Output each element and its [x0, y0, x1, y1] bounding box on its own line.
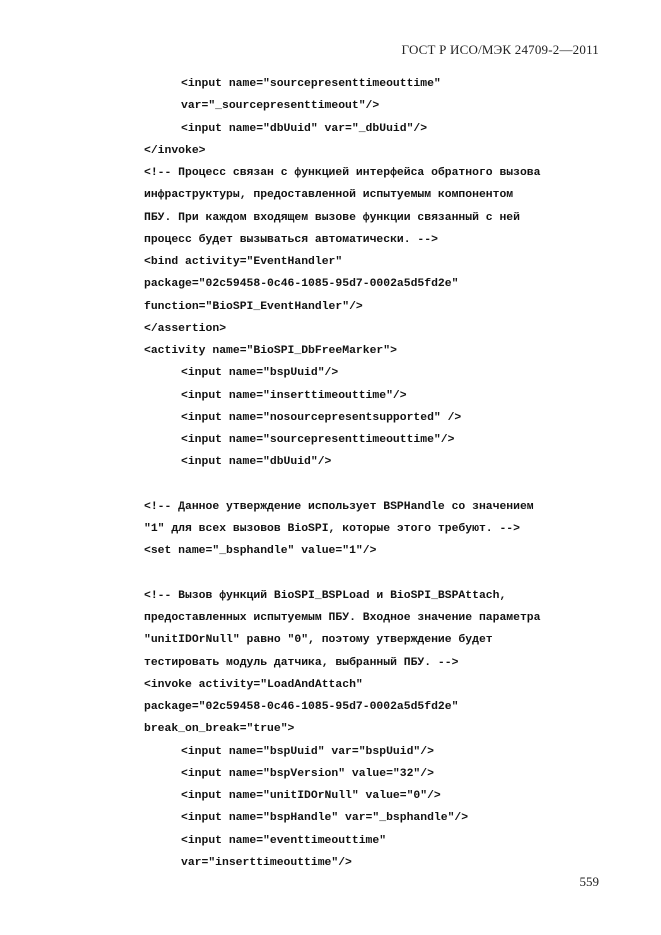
code-line: инфраструктуры, предоставленной испытуемым компонентом — [144, 189, 514, 202]
code-line: package="02c59458-0c46-1085-95d7-0002a5d5fd2e" — [144, 701, 459, 713]
code-line: <input name="eventtimeouttime" — [181, 834, 387, 847]
code-line: <!-- Данное утверждение использует BSPHandle со значением — [144, 500, 534, 513]
code-line: var="inserttimeouttime"/> — [181, 856, 352, 869]
code-line: <input name="nosourcepresentsupported" /> — [181, 411, 462, 424]
code-line: "unitIDOrNull" равно "0", поэтому утверждение будет — [144, 634, 493, 647]
page-header: ГОСТ Р ИСО/МЭК 24709-2—2011 — [401, 42, 599, 57]
code-line: <input name="unitIDOrNull" value="0"/> — [181, 790, 441, 802]
code-line: </assertion> — [144, 322, 227, 335]
page-number: 559 — [579, 874, 599, 889]
code-line: <input name="dbUuid"/> — [181, 456, 332, 469]
code-line: <input name="sourcepresenttimeouttime" — [181, 78, 441, 90]
code-line: var="_sourcepresenttimeout"/> — [181, 100, 380, 113]
code-line: <activity name="BioSPI_DbFreeMarker"> — [144, 345, 397, 357]
code-line: <invoke activity="LoadAndAttach" — [144, 678, 363, 691]
code-line: <input name="dbUuid" var="_dbUuid"/> — [181, 122, 428, 135]
code-line: <input name="bspUuid" var="bspUuid"/> — [181, 745, 434, 758]
code-line: <set name="_bsphandle" value="1"/> — [144, 545, 377, 558]
code-line: ПБУ. При каждом входящем вызове функции связанный с ней — [144, 211, 520, 224]
blank-line — [144, 474, 614, 496]
code-line: break_on_break="true"> — [144, 723, 295, 736]
code-line: <!-- Вызов функций BioSPI_BSPLoad и BioSPI_BSPAttach, — [144, 589, 507, 602]
code-line: <input name="bspVersion" value="32"/> — [181, 767, 434, 780]
code-line: предоставленных испытуемым ПБУ. Входное значение параметра — [144, 612, 541, 624]
code-line: <input name="sourcepresenttimeouttime"/> — [181, 434, 455, 446]
code-listing — [144, 73, 614, 874]
blank-line — [144, 563, 614, 585]
code-line: package="02c59458-0c46-1085-95d7-0002a5d5fd2e" — [144, 278, 459, 291]
code-line: <input name="bspHandle" var="_bsphandle"/> — [181, 812, 469, 825]
code-line: "1" для всех вызовов BioSPI, которые этого требуют. --> — [144, 523, 520, 535]
code-line: <!-- Процесс связан с функцией интерфейса обратного вызова — [144, 167, 541, 179]
code-line: <input name="inserttimeouttime"/> — [181, 389, 407, 402]
code-line: <bind activity="EventHandler" — [144, 256, 343, 268]
code-line: процесс будет вызываться автоматически. --> — [144, 233, 438, 246]
code-line: <input name="bspUuid"/> — [181, 367, 339, 380]
code-line: </invoke> — [144, 144, 206, 157]
code-line: тестировать модуль датчика, выбранный ПБУ. --> — [144, 656, 459, 669]
code-line: function="BioSPI_EventHandler"/> — [144, 300, 363, 313]
